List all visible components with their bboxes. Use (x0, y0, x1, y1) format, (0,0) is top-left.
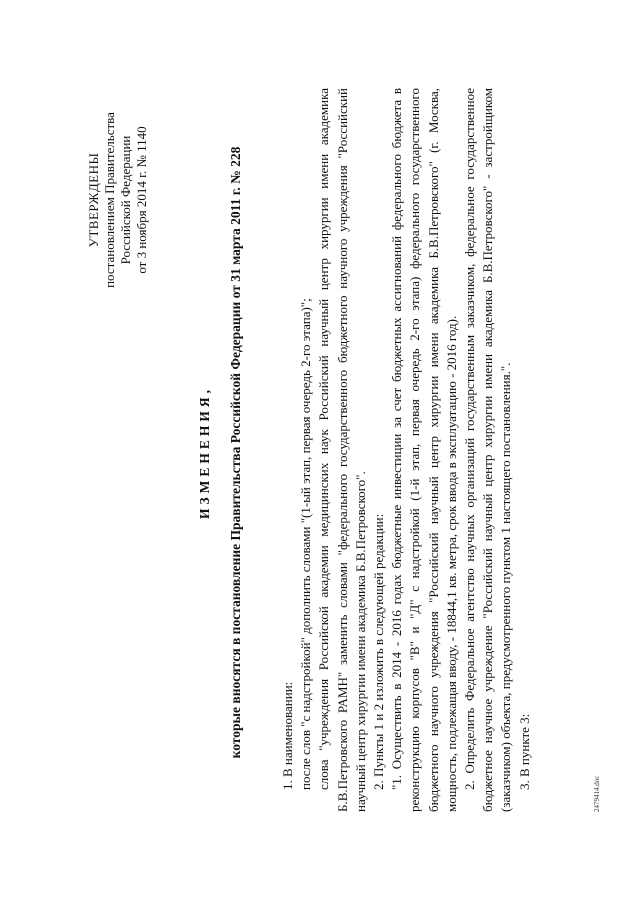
heading-subtitle: которые вносятся в постановление Правительства Российской Федерации от 31 марта 2011 г. № 228 (228, 146, 243, 759)
heading-caption: ИЗМЕНЕНИЯ, (197, 386, 212, 520)
document-heading (196, 90, 245, 815)
approval-line-2: Российской Федерации (118, 135, 133, 265)
approval-line-3: от 3 ноября 2014 г. № 1140 (134, 126, 149, 274)
paragraph-2: после слов "с надстройкой" дополнить словами "(1-ый этап, первая очередь 2-го этапа)"; (298, 298, 314, 790)
paragraph-7: 3. В пункте 3: (516, 713, 532, 790)
paragraph-3: слова "учреждения Российской академии медицинских наук Российский научный центр хирургии имени академика Б.В.Петровского РАМН" заменить словами "федерального государственного бюджетного научного учреждения "Российский научный центр хирургии имени академика Б.В.Петровского". (316, 88, 368, 812)
document-id-footer: 2479414.doc (593, 775, 601, 812)
paragraph-6: 2. Определить Федеральное агентство научных организаций государственным заказчиком, федеральное государственное бюджетное научное учреждение "Российский научный центр хирургии имени академика Б.В.Петровского" - застройщиком (заказчиком) объекта, предусмотренного пунктом 1 настоящего постановления.". (462, 88, 514, 812)
paragraph-5: "1. Осуществить в 2014 - 2016 годах бюджетные инвестиции за счет бюджетных ассигнований федерального бюджета в реконструкцию корпусов "В" и "Д" с надстройкой (1-й этап, первая очередь 2-го этапа) федерального государственного бюджетного научного учреждения "Российский научный центр хирургии имени академика Б.В.Петровского" (г. Москва, мощность, подлежащая вводу, - 18844,1 кв. метра, срок ввода в эксплуатацию - 2016 год). (389, 88, 459, 812)
document-body (279, 88, 534, 812)
approval-block (86, 100, 150, 300)
approval-title: УТВЕРЖДЕНЫ (86, 152, 101, 248)
paragraph-1: 1. В наименовании: (280, 681, 295, 790)
paragraph-4: 2. Пункты 1 и 2 изложить в следующей редакции: (371, 513, 387, 790)
approval-line-1: постановлением Правительства (102, 112, 117, 288)
